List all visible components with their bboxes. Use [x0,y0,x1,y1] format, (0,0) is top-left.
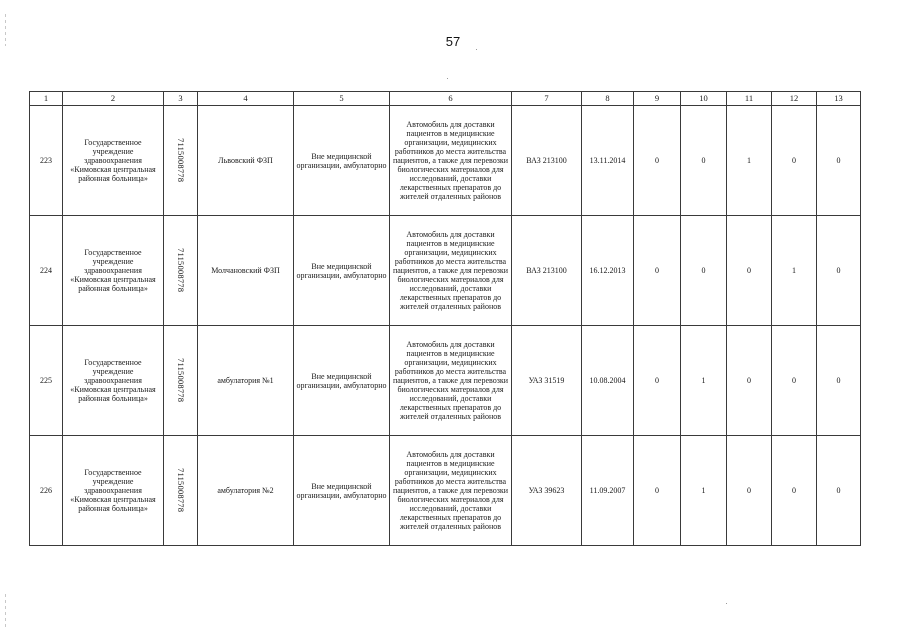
scan-speck [726,603,727,604]
vehicle-model-cell: УАЗ 39623 [512,436,582,546]
organization-cell: Государственное учреждение здравоохранения «Кимовская центральная районная больница» [63,436,164,546]
date-cell: 13.11.2014 [582,106,634,216]
care-mode-cell: Вне медицинской организации, амбулаторно [294,436,390,546]
purpose-cell: Автомобиль для доставки пациентов в медицинские организации, медицинских работников до места жительства пациентов, а также для перевозки биологических материалов для исследований, доставки лекарственных препаратов до жителей отдаленных районов [390,326,512,436]
value-cell: 1 [772,216,817,326]
vehicle-model-cell: ВАЗ 213100 [512,216,582,326]
organization-cell: Государственное учреждение здравоохранения «Кимовская центральная районная больница» [63,326,164,436]
register-table [29,91,861,546]
column-header: 6 [390,92,512,106]
purpose-cell: Автомобиль для доставки пациентов в медицинские организации, медицинских работников до места жительства пациентов, а также для перевозки биологических материалов для исследований, доставки лекарственных препаратов до жителей отдаленных районов [390,436,512,546]
date-cell: 16.12.2013 [582,216,634,326]
value-cell: 0 [772,106,817,216]
column-header: 5 [294,92,390,106]
value-cell: 1 [681,326,727,436]
inn-text: 7115008778 [176,468,186,513]
column-header: 13 [817,92,861,106]
value-cell: 0 [727,326,772,436]
page-number: 57 [445,34,461,49]
value-cell: 0 [727,436,772,546]
inn-cell [164,326,198,436]
column-header: 1 [30,92,63,106]
inn-text: 7115008778 [176,138,186,183]
unit-cell: амбулатория №2 [198,436,294,546]
vehicle-model-cell: ВАЗ 213100 [512,106,582,216]
value-cell: 1 [681,436,727,546]
inn-cell [164,216,198,326]
scan-speck [476,49,477,50]
value-cell: 0 [727,216,772,326]
value-cell: 0 [817,216,861,326]
column-header: 7 [512,92,582,106]
vehicle-model-cell: УАЗ 31519 [512,326,582,436]
row-number-cell: 223 [30,106,63,216]
scan-speck [447,78,448,79]
inn-text: 7115008778 [176,358,186,403]
date-cell: 11.09.2007 [582,436,634,546]
purpose-cell: Автомобиль для доставки пациентов в медицинские организации, медицинских работников до места жительства пациентов, а также для перевозки биологических материалов для исследований, доставки лекарственных препаратов до жителей отдаленных районов [390,106,512,216]
table-row [30,326,861,436]
table-row [30,436,861,546]
date-cell: 10.08.2004 [582,326,634,436]
value-cell: 0 [634,326,681,436]
inn-cell [164,436,198,546]
value-cell: 0 [772,326,817,436]
table-row [30,106,861,216]
column-header: 12 [772,92,817,106]
value-cell: 1 [727,106,772,216]
table-row [30,216,861,326]
column-header: 3 [164,92,198,106]
value-cell: 0 [634,436,681,546]
column-header: 2 [63,92,164,106]
care-mode-cell: Вне медицинской организации, амбулаторно [294,326,390,436]
column-header: 9 [634,92,681,106]
column-header: 10 [681,92,727,106]
row-number-cell: 225 [30,326,63,436]
organization-cell: Государственное учреждение здравоохранения «Кимовская центральная районная больница» [63,216,164,326]
column-header: 8 [582,92,634,106]
value-cell: 0 [634,106,681,216]
inn-cell [164,106,198,216]
value-cell: 0 [817,436,861,546]
unit-cell: Львовский ФЗП [198,106,294,216]
row-number-cell: 226 [30,436,63,546]
value-cell: 0 [772,436,817,546]
margin-scan-marks [5,594,6,628]
column-header: 11 [727,92,772,106]
row-number-cell: 224 [30,216,63,326]
inn-text: 7115008778 [176,248,186,293]
unit-cell: Молчановский ФЗП [198,216,294,326]
organization-cell: Государственное учреждение здравоохранения «Кимовская центральная районная больница» [63,106,164,216]
value-cell: 0 [681,106,727,216]
care-mode-cell: Вне медицинской организации, амбулаторно [294,216,390,326]
purpose-cell: Автомобиль для доставки пациентов в медицинские организации, медицинских работников до места жительства пациентов, а также для перевозки биологических материалов для исследований, доставки лекарственных препаратов до жителей отдаленных районов [390,216,512,326]
value-cell: 0 [634,216,681,326]
value-cell: 0 [817,106,861,216]
header-row [30,92,861,106]
value-cell: 0 [681,216,727,326]
care-mode-cell: Вне медицинской организации, амбулаторно [294,106,390,216]
column-header: 4 [198,92,294,106]
margin-scan-marks [5,14,6,46]
unit-cell: амбулатория №1 [198,326,294,436]
value-cell: 0 [817,326,861,436]
